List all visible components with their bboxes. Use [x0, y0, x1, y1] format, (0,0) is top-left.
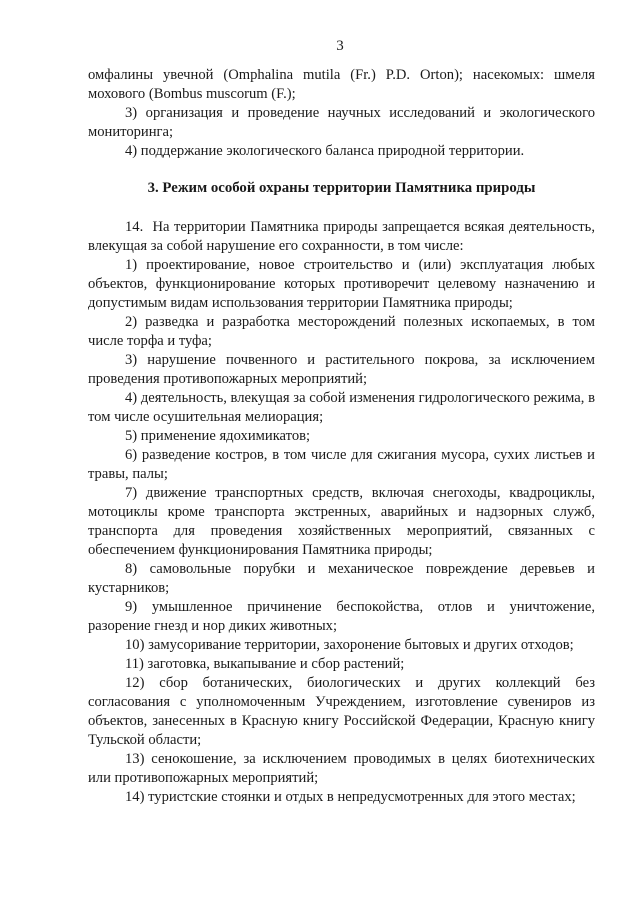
prohibition-item: 11) заготовка, выкапывание и сбор растений; [125, 656, 405, 672]
document-body [88, 66, 595, 807]
list-item-3: 3) организация и проведение научных исследований и экологического мониторинга; [88, 105, 595, 140]
prohibition-item: 6) разведение костров, в том числе для сжигания мусора, сухих листьев и травы, палы; [88, 447, 595, 482]
prohibition-item: 10) замусоривание территории, захоронение бытовых и других отходов; [125, 637, 574, 653]
prohibition-item: 9) умышленное причинение беспокойства, отлов и уничтожение, разорение гнезд и нор диких животных; [88, 599, 595, 634]
prohibition-item: 14) туристские стоянки и отдых в непредусмотренных для этого местах; [125, 789, 576, 805]
list-item-4: 4) поддержание экологического баланса природной территории. [125, 143, 525, 159]
prohibition-item: 2) разведка и разработка месторождений полезных ископаемых, в том числе торфа и туфа; [88, 314, 595, 349]
continuation-paragraph: омфалины увечной (Omphalina mutila (Fr.) P.D. Orton); насекомых: шмеля мохового (Bombus muscorum (F.); [88, 67, 595, 102]
page-number: 3 [336, 38, 344, 54]
paragraph-14: 14. На территории Памятника природы запрещается всякая деятельность, влекущая за собой нарушение его сохранности, в том числе: [88, 219, 595, 254]
prohibition-item: 5) применение ядохимикатов; [125, 428, 311, 444]
prohibition-item: 13) сенокошение, за исключением проводимых в целях биотехнических или противопожарных мероприятий; [88, 751, 595, 786]
prohibition-item: 3) нарушение почвенного и растительного покрова, за исключением проведения противопожарных мероприятий; [88, 352, 595, 387]
prohibition-item: 12) сбор ботанических, биологических и других коллекций без согласования с уполномоченным Учреждением, изготовление сувениров из объектов, занесенных в Красную книгу Российской Федерации, Красную книгу Тульской области; [88, 675, 595, 748]
prohibition-item: 8) самовольные порубки и механическое повреждение деревьев и кустарников; [88, 561, 595, 596]
prohibition-item: 1) проектирование, новое строительство и (или) эксплуатация любых объектов, функционирование которых противоречит целевому назначению и допустимым видам использования территории Памятника природы; [88, 257, 595, 311]
prohibition-item: 7) движение транспортных средств, включая снегоходы, квадроциклы, мотоциклы кроме транспорта экстренных, аварийных и надзорных служб, транспорта для проведения хозяйственных мероприятий, связанных с обеспечением функционирования Памятника природы; [88, 485, 595, 558]
section-heading: 3. Режим особой охраны территории Памятника природы [147, 180, 536, 196]
prohibitions-list [88, 256, 595, 807]
prohibition-item: 4) деятельность, влекущая за собой изменения гидрологического режима, в том числе осушительная мелиорация; [88, 390, 595, 425]
